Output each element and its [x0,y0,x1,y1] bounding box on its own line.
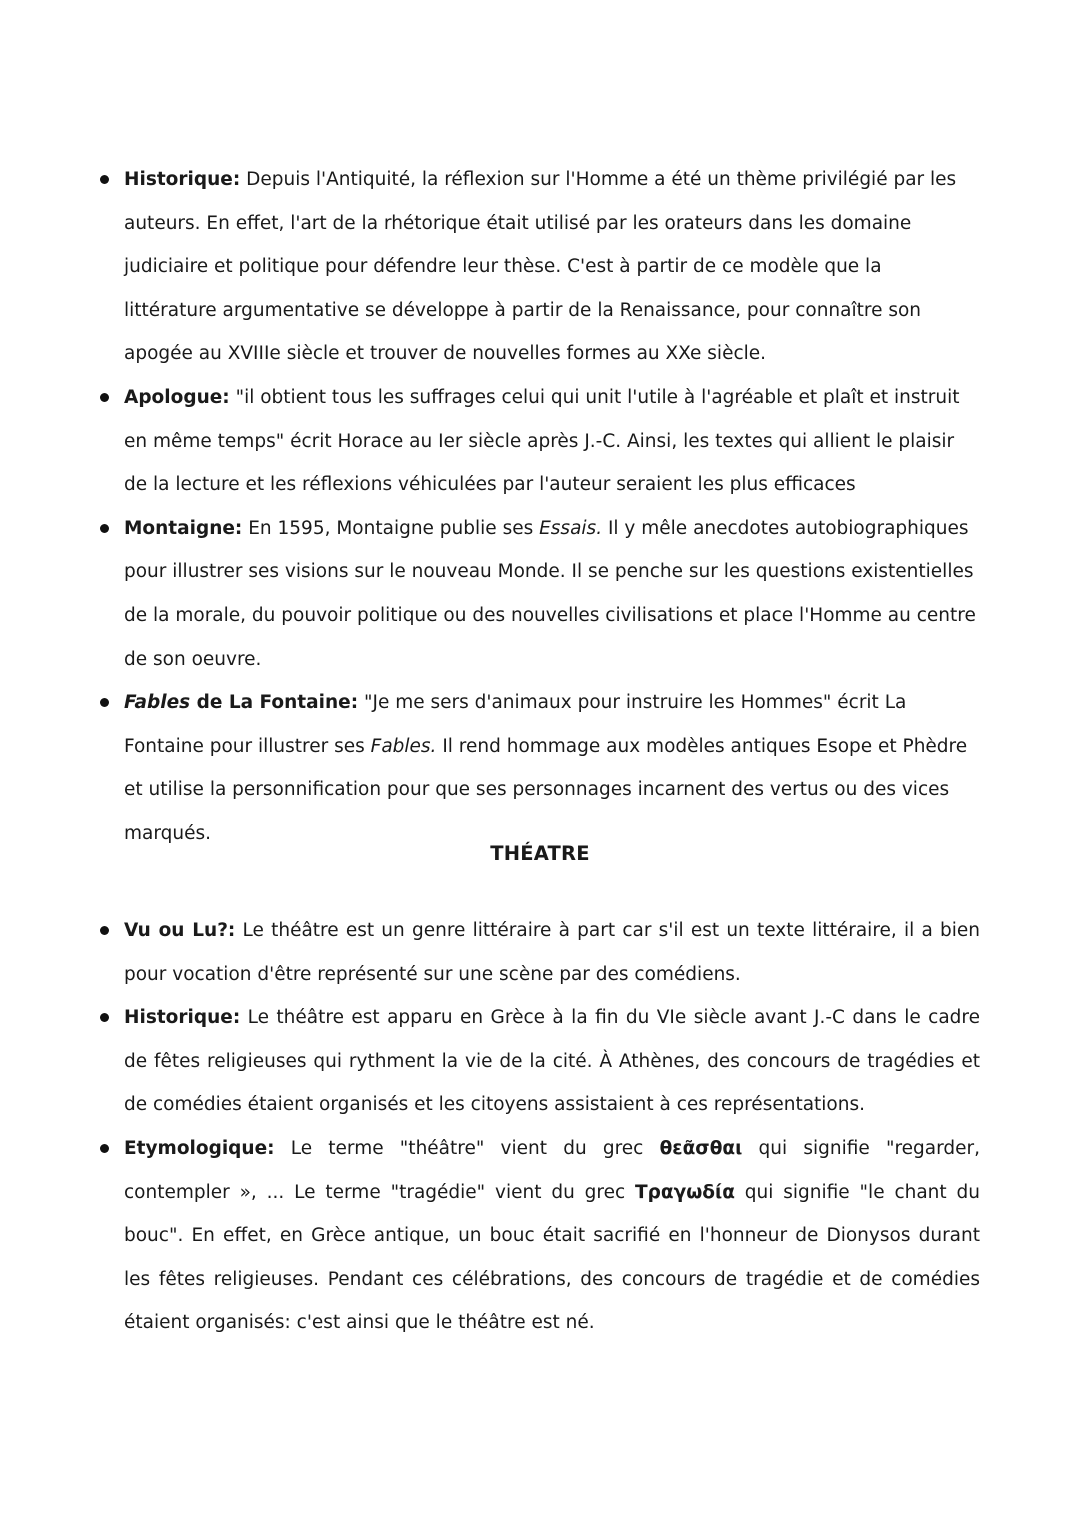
book-title: Essais. [539,517,603,539]
list-item-montaigne [124,507,980,681]
term-label: Historique: [124,169,241,190]
list-item-historique-theatre [124,996,980,1127]
bullet-list-theatre [124,909,980,1345]
item-text: Il rend hommage aux modèles antiques Esope et Phèdre et utilise la personnification pour que ses personnages incarnent des vertus ou des vices marqués. [124,735,968,844]
term-label: Vu ou Lu?: [124,920,236,941]
term-label: Apologue: [124,386,230,408]
item-text: "il obtient tous les suffrages celui qui unit l'utile à l'agréable et plaît et instruit en même temps" écrit Horace au Ier siècle après J.-C. Ainsi, les textes qui allient le plaisir de la lecture et les réflexions véhiculées par l'auteur seraient les plus efficaces [124,386,960,496]
term-label: Montaigne: [124,517,243,539]
section-heading-theatre: THÉATRE [490,842,590,865]
item-text: Le théâtre est apparu en Grèce à la fin du VIe siècle avant J.-C dans le cadre de fêtes religieuses qui rythment la vie de la cité. À Athènes, des concours de tragédies et de comédies étaient organisés et les citoyens assistaient à ces représentations. [124,1007,980,1116]
book-title: Fables. [370,735,437,757]
list-item-vu-ou-lu [124,909,980,996]
item-text: Depuis l'Antiquité, la réflexion sur l'Homme a été un thème privilégié par les auteurs. En effet, l'art de la rhétorique était utilisé par les orateurs dans les domaine judiciaire et politique pour défendre leur thèse. C'est à partir de ce modèle que la littérature argumentative se développe à partir de la Renaissance, pour connaître son apogée au XVIIIe siècle et trouver de nouvelles formes au XXe siècle. [124,169,957,365]
item-text: Il y mêle anecdotes autobiographiques pour illustrer ses visions sur le nouveau Monde. Il se penche sur les questions existentielles de la morale, du pouvoir politique ou des nouvelles civilisations et place l'Homme au centre de son oeuvre. [124,517,976,670]
list-item-etymologique [124,1127,980,1345]
item-text: Le terme "théâtre" vient du grec [274,1137,660,1159]
item-text: qui signifie "le chant du bouc". En effet, en Grèce antique, un bouc était sacrifié en l'honneur de Dionysos durant les fêtes religieuses. Pendant ces célébrations, des concours de tragédie et de comédies étaient organisés: c'est ainsi que le théâtre est né. [124,1181,980,1334]
item-text: qui signifie "regarder, contempler », ... Le terme "tragédie" vient du grec [124,1137,981,1203]
list-item-historique [124,158,980,376]
term-label-italic: Fables [124,692,191,714]
term-label: Historique: [124,1007,241,1029]
item-text: Le théâtre est un genre littéraire à part car s'il est un texte littéraire, il a bien pour vocation d'être représenté sur une scène par des comédiens. [124,920,980,985]
list-item-apologue [124,376,980,507]
greek-word: θεᾶσθαι [659,1137,743,1159]
list-item-fables [124,681,980,855]
bullet-list-argumentation [124,158,980,856]
item-text: En 1595, Montaigne publie ses [242,517,540,539]
term-label: Etymologique: [124,1137,275,1159]
greek-word: Τραγωδία [635,1181,735,1203]
term-label: de La Fontaine: [190,692,359,714]
item-text: "Je me sers d'animaux pour instruire les Hommes" écrit La Fontaine pour illustrer ses [124,692,907,757]
